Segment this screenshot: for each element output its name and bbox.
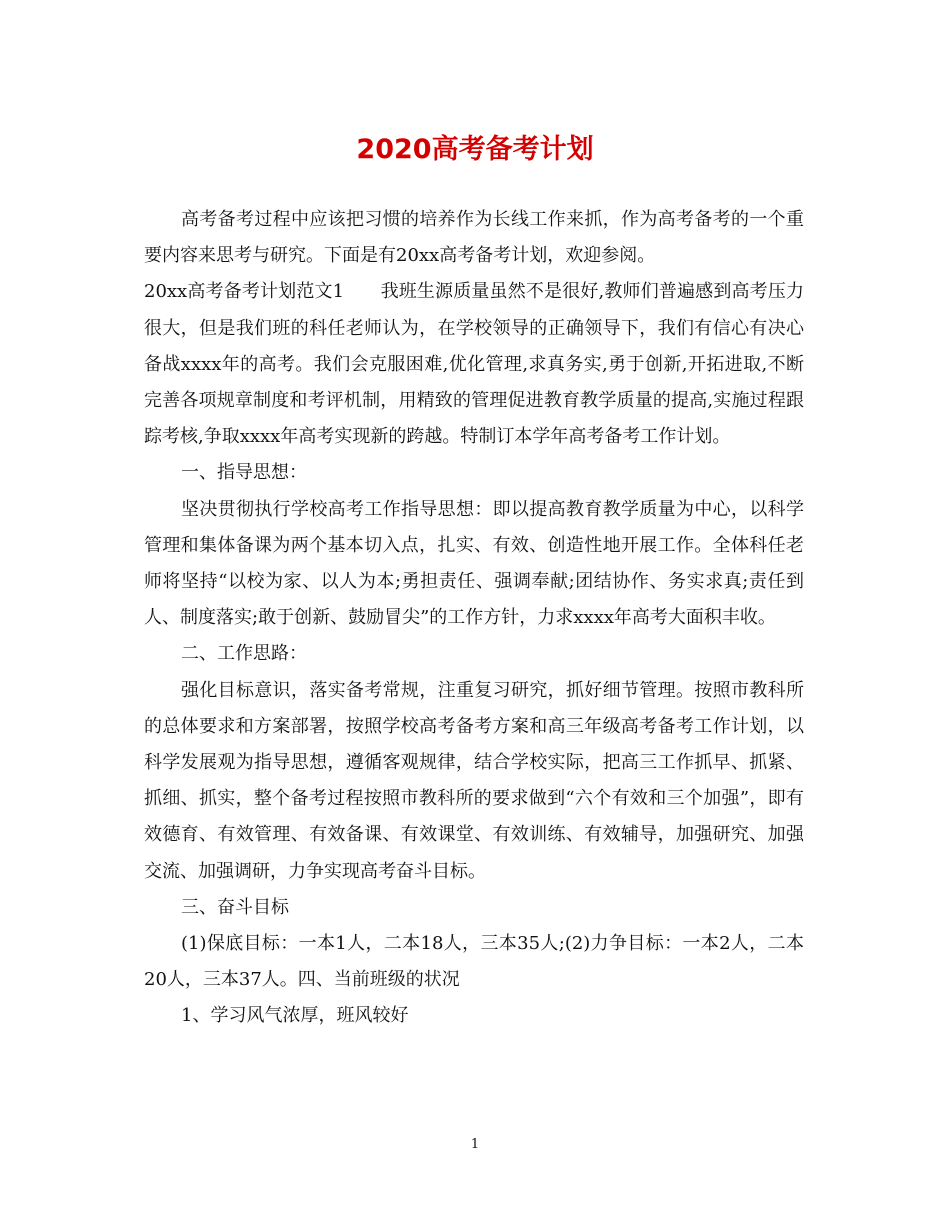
document-body [144,202,804,1035]
document-title: 2020高考备考计划 [356,134,594,165]
page-number: 1 [470,1137,480,1152]
paragraph-intro: 高考备考过程中应该把习惯的培养作为长线工作来抓，作为高考备考的一个重要内容来思考与研究。下面是有20xx高考备考计划，欢迎参阅。 [144,209,804,267]
paragraph-guiding-thought: 坚决贯彻执行学校高考工作指导思想：即以提高教育教学质量为中心，以科学管理和集体备课为两个基本切入点，扎实、有效、创造性地开展工作。全体科任老师将坚持“以校为家、以人为本;勇担责任、强调奉献;团结协作、务实求真;责任到人、制度落实;敢于创新、鼓励冒尖”的工作方针，力求xxxx年高考大面积丰收。 [144,498,804,629]
paragraph-goals: (1)保底目标：一本1人，二本18人，三本35人;(2)力争目标：一本2人，二本20人，三本37人。四、当前班级的状况 [144,933,804,991]
paragraph-work-approach: 强化目标意识，落实备考常规，注重复习研究，抓好细节管理。按照市教科所的总体要求和方案部署，按照学校高考备考方案和高三年级高考备考工作计划，以科学发展观为指导思想，遵循客观规律，结合学校实际，把高三工作抓早、抓紧、抓细、抓实，整个备考过程按照市教科所的要求做到“六个有效和三个加强”，即有效德育、有效管理、有效备课、有效课堂、有效训练、有效辅导，加强研究、加强交流、加强调研，力争实现高考奋斗目标。 [144,679,804,882]
paragraph-class-status-1: 1、学习风气浓厚，班风较好 [181,1005,409,1027]
section-heading-goals: 三、奋斗目标 [181,896,289,918]
section-heading-work-approach: 二、工作思路： [181,643,307,665]
section-heading-guiding-thought: 一、指导思想： [181,462,307,484]
paragraph-sample-heading: 20xx高考备考计划范文1 我班生源质量虽然不是很好,教师们普遍感到高考压力很大，但是我们班的科任老师认为，在学校领导的正确领导下，我们有信心有决心备战xxxx年的高考。我们会克服困难,优化管理,求真务实,勇于创新,开拓进取,不断完善各项规章制度和考评机制，用精致的管理促进教育教学质量的提高,实施过程跟踪考核,争取xxxx年高考实现新的跨越。特制订本学年高考备考工作计划。 [144,281,804,448]
